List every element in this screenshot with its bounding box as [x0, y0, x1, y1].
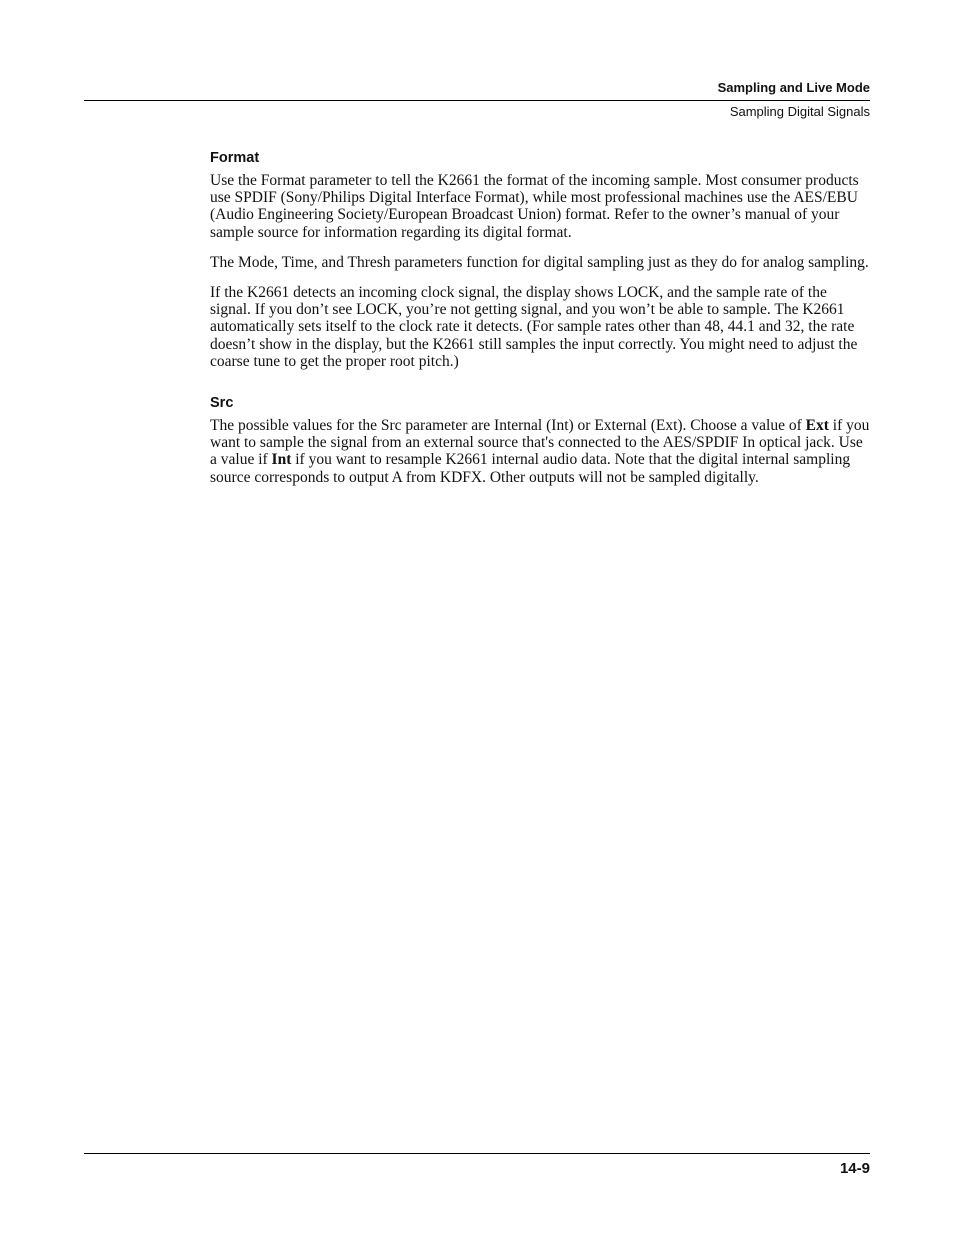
format-paragraph-3: If the K2661 detects an incoming clock signal, the display shows LOCK, and the sample rate of the signal. If you don’t see LOCK, you’re not getting signal, and you won’t be able to sample. The K2661 automatically sets itself to the clock rate it detects. (For sample rates other than 48, 44.1 and 32, the rate doesn’t show in the display, but the K2661 still samples the input correctly. You might need to adjust the coarse tune to get the proper root pitch.) [210, 284, 858, 370]
footer-rule [84, 1153, 870, 1154]
format-heading: Format [210, 150, 260, 166]
src-heading: Src [210, 395, 234, 412]
page-number: 14-9 [839, 1160, 870, 1177]
format-paragraph-1: Use the Format parameter to tell the K2661 the format of the incoming sample. Most consumer products use SPDIF (Sony/Philips Digital Interface Format), while most professional machines use the AES/EBU (Audio Engineering Society/European Broadcast Union) format. Refer to the owner’s manual of your sample source for information regarding its digital format. [210, 172, 859, 241]
src-paragraph-1 [210, 417, 870, 486]
section-spacer [210, 383, 870, 393]
src-text-2: if you want to sample the signal from an external source that's connected to the AES/SPDIF In optical jack. Use a value if [210, 417, 870, 469]
header-chapter-title: Sampling and Live Mode [717, 80, 870, 95]
src-value-ext: Ext [805, 417, 829, 435]
page-content [210, 148, 870, 499]
src-value-int: Int [271, 451, 292, 469]
header-section-title: Sampling Digital Signals [729, 104, 870, 119]
header-rule [84, 100, 870, 101]
src-text-1: The possible values for the Src parameter are Internal (Int) or External (Ext). Choose a value of [210, 417, 806, 435]
format-paragraph-2: The Mode, Time, and Thresh parameters function for digital sampling just as they do for analog sampling. [210, 253, 869, 271]
src-text-3: if you want to resample K2661 internal audio data. Note that the digital internal sampling source corresponds to output A from KDFX. Other outputs will not be sampled digitally. [210, 451, 851, 486]
